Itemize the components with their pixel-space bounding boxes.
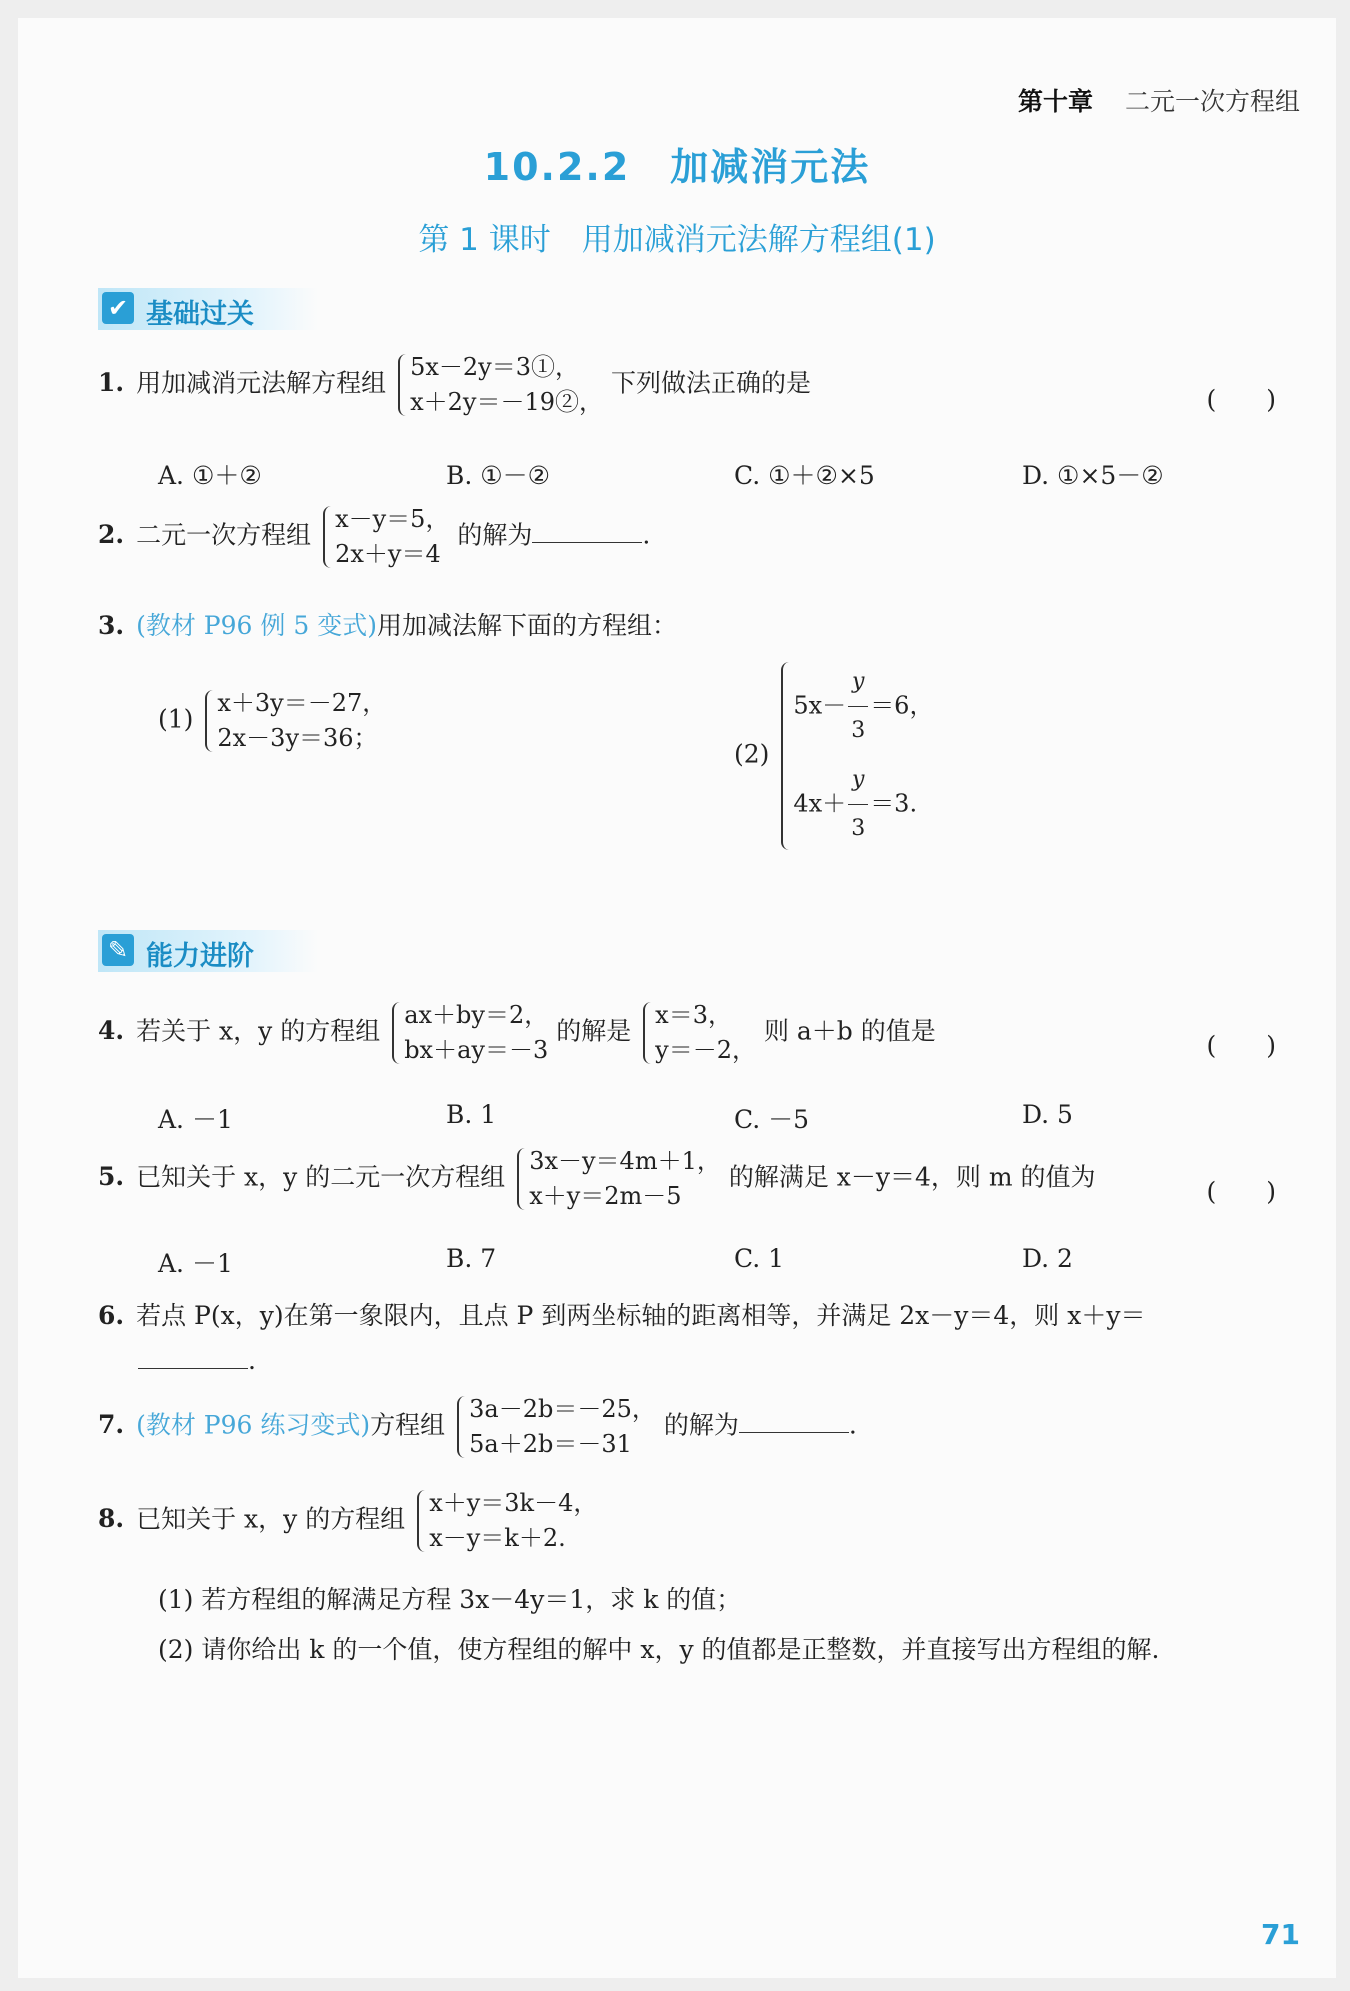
part-label: (2) <box>734 739 770 769</box>
equation: x＋y＝2m－5 <box>529 1181 682 1210</box>
chapter-title: 二元一次方程组 <box>1124 87 1300 116</box>
question-3 <box>98 606 677 642</box>
question-4 <box>98 998 936 1068</box>
equation-system <box>777 658 933 854</box>
question-stem: 用加减法解下面的方程组： <box>376 611 677 640</box>
section-basic-label: 基础过关 <box>146 299 254 330</box>
fraction-denominator: 3 <box>851 718 866 744</box>
equation-system <box>388 998 548 1068</box>
equation: x＋2y＝－19②， <box>410 387 603 416</box>
question-number: 6. <box>98 1301 125 1330</box>
question-stem: 已知关于 x，y 的方程组 <box>136 1504 406 1534</box>
question-1 <box>98 350 811 420</box>
part-label: (1) <box>158 704 194 734</box>
chapter-header <box>1018 82 1300 118</box>
question-stem: 已知关于 x，y 的二元一次方程组 <box>136 1162 506 1192</box>
question-stem: 的解是 <box>556 1016 632 1046</box>
question-end: . <box>248 1346 256 1375</box>
question-number: 7. <box>98 1410 125 1440</box>
option-d[interactable]: D. ①×5－② <box>1022 461 1164 490</box>
fraction <box>848 658 868 756</box>
question-2 <box>98 502 650 572</box>
answer-parentheses[interactable]: ( ) <box>1206 1031 1276 1060</box>
question-number: 2. <box>98 520 125 550</box>
question-5 <box>98 1144 1096 1214</box>
equation: 5x－2y＝3①， <box>410 353 579 381</box>
equation: 5a＋2b＝－31 <box>469 1429 632 1458</box>
question-8-part-1: (1) 若方程组的解满足方程 3x－4y＝1，求 k 的值； <box>158 1585 742 1614</box>
page-number: 71 <box>1261 1918 1300 1951</box>
question-3-part-1 <box>158 686 386 756</box>
equation: y＝－2， <box>655 1035 756 1064</box>
question-stem: 若关于 x，y 的方程组 <box>136 1016 381 1046</box>
option-d[interactable]: D. 2 <box>1022 1244 1073 1273</box>
question-stem: 的解为 <box>457 520 533 550</box>
equation-system <box>201 686 386 756</box>
question-number: 5. <box>98 1162 125 1192</box>
option-c[interactable]: C. 1 <box>734 1244 785 1273</box>
question-stem: 的解为 <box>663 1410 739 1440</box>
equation-part: 4x＋ <box>793 789 847 818</box>
equation: x＝3， <box>655 1001 732 1029</box>
equation: x－y＝k＋2. <box>429 1523 566 1552</box>
question-8-part-2: (2) 请你给出 k 的一个值，使方程组的解中 x，y 的值都是正整数，并直接写出方程组的解. <box>158 1635 1160 1664</box>
workbook-page <box>18 18 1336 1978</box>
lesson-subtitle: 第 1 课时 用加减消元法解方程组(1) <box>418 222 936 258</box>
equation <box>793 756 933 854</box>
section-advanced <box>98 930 318 972</box>
question-number: 4. <box>98 1016 125 1046</box>
option-a[interactable]: A. －1 <box>158 1249 233 1278</box>
option-c[interactable]: C. －5 <box>734 1105 810 1134</box>
fraction-denominator: 3 <box>851 816 866 842</box>
fraction-numerator: y <box>848 658 868 707</box>
answer-blank[interactable] <box>138 1346 248 1369</box>
solution-system <box>639 998 756 1068</box>
question-7 <box>98 1392 857 1462</box>
option-a[interactable]: A. ①＋② <box>158 461 262 490</box>
answer-parentheses[interactable]: ( ) <box>1206 385 1276 414</box>
question-stem: 方程组 <box>370 1410 446 1440</box>
answer-blank[interactable] <box>739 1410 849 1433</box>
equation: x＋3y＝－27， <box>217 689 387 717</box>
option-c[interactable]: C. ①＋②×5 <box>734 461 875 490</box>
answer-parentheses[interactable]: ( ) <box>1206 1177 1276 1206</box>
equation: ax＋by＝2， <box>404 1001 549 1029</box>
equation: x＋y＝3k－4， <box>429 1489 598 1517</box>
question-6 <box>98 1296 1145 1332</box>
equation-system <box>513 1144 721 1214</box>
question-stem: 的解满足 x－y＝4，则 m 的值为 <box>728 1162 1096 1192</box>
equation: 3x－y＝4m＋1， <box>529 1147 721 1175</box>
pencil-icon: ✎ <box>102 934 134 966</box>
option-b[interactable]: B. 7 <box>446 1244 497 1273</box>
question-3-part-2 <box>734 658 933 854</box>
question-stem: 用加减消元法解方程组 <box>136 368 387 398</box>
equation: 3a－2b＝－25， <box>469 1395 656 1423</box>
question-number: 3. <box>98 611 125 640</box>
textbook-source: (教材 P96 例 5 变式) <box>136 611 377 640</box>
question-stem: 二元一次方程组 <box>136 520 312 550</box>
checkmark-icon: ✔ <box>102 292 134 324</box>
fraction-numerator: y <box>848 756 868 805</box>
equation-system <box>394 350 603 420</box>
option-b[interactable]: B. 1 <box>446 1100 497 1129</box>
question-number: 1. <box>98 368 125 398</box>
question-stem: 若点 P(x，y)在第一象限内，且点 P 到两坐标轴的距离相等，并满足 2x－y＝4，则 x＋y＝ <box>136 1301 1146 1330</box>
question-6-answer-line <box>138 1346 256 1375</box>
lesson-title: 10.2.2 加减消元法 <box>483 145 871 189</box>
equation <box>793 658 933 756</box>
chapter-number: 第十章 <box>1018 87 1094 116</box>
question-stem: 下列做法正确的是 <box>610 368 811 398</box>
question-8 <box>98 1486 597 1556</box>
option-d[interactable]: D. 5 <box>1022 1100 1073 1129</box>
equation-system <box>413 1486 597 1556</box>
question-end: . <box>848 1410 857 1440</box>
textbook-source: (教材 P96 练习变式) <box>136 1410 371 1440</box>
equation-system <box>319 502 449 572</box>
equation-part: ＝3. <box>870 789 918 818</box>
question-end: . <box>642 520 651 550</box>
section-advanced-label: 能力进阶 <box>146 941 254 972</box>
option-a[interactable]: A. －1 <box>158 1105 233 1134</box>
equation-part: ＝6， <box>870 691 934 720</box>
equation: x－y＝5， <box>335 505 450 533</box>
section-basic <box>98 288 318 330</box>
equation: 2x－3y＝36； <box>217 723 378 752</box>
answer-blank[interactable] <box>532 520 642 543</box>
option-b[interactable]: B. ①－② <box>446 461 551 490</box>
equation: bx＋ay＝－3 <box>404 1035 549 1064</box>
fraction <box>848 756 868 854</box>
equation: 2x＋y＝4 <box>335 539 441 568</box>
question-number: 8. <box>98 1504 125 1534</box>
equation-system <box>453 1392 656 1462</box>
equation-part: 5x－ <box>793 691 847 720</box>
question-stem: 则 a＋b 的值是 <box>763 1016 936 1046</box>
